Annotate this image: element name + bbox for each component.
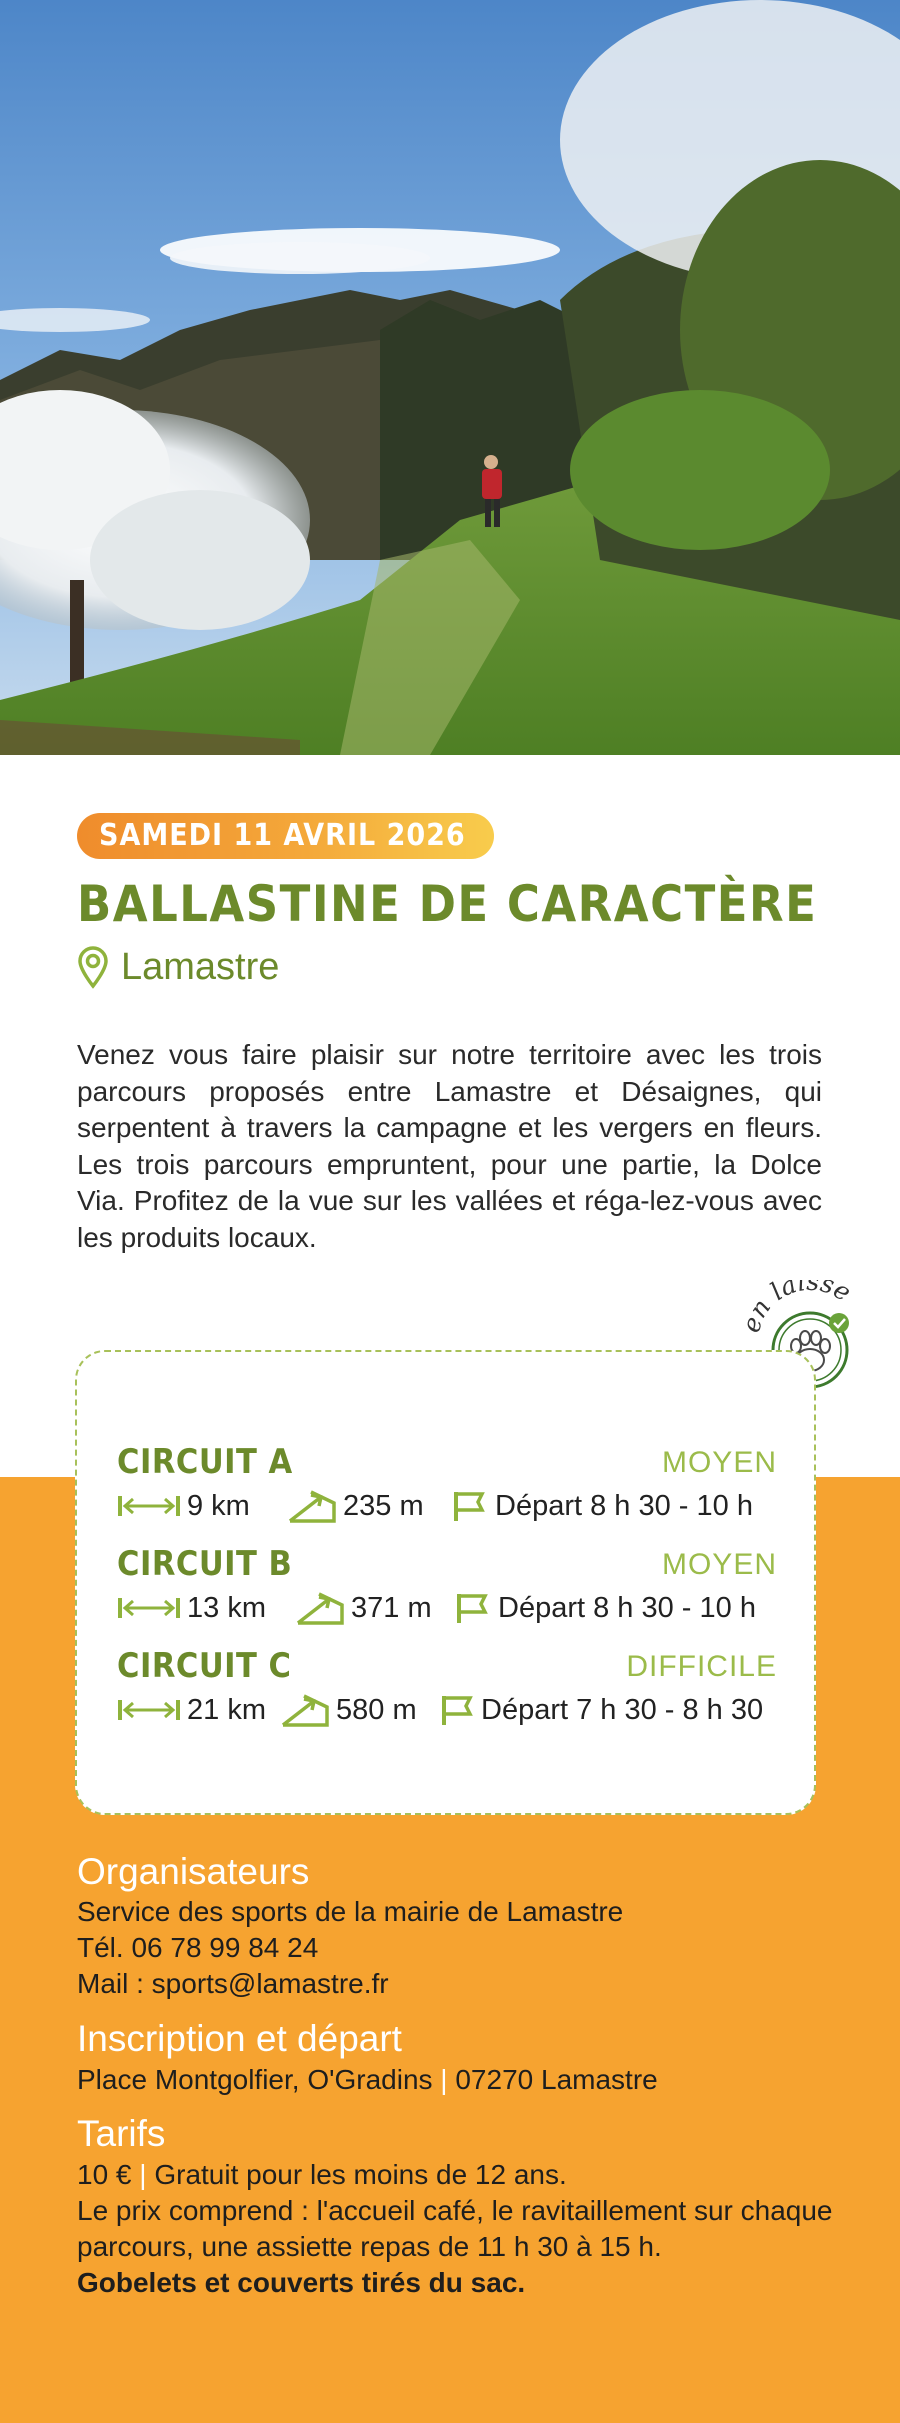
elevation: 580 m	[336, 1693, 417, 1726]
circuit-a	[117, 1440, 777, 1528]
start-time: Départ 8 h 30 - 10 h	[495, 1489, 753, 1522]
organiser-mail: Mail : sports@lamastre.fr	[77, 1968, 389, 1999]
difficulty-level: MOYEN	[661, 1548, 777, 1581]
organisers-heading: Organisateurs	[77, 1851, 310, 1892]
start-time: Départ 8 h 30 - 10 h	[498, 1591, 756, 1624]
elevation: 371 m	[351, 1591, 432, 1624]
registration-info	[77, 2062, 837, 2098]
price-includes: Le prix comprend : l'accueil café, le ravitaillement sur chaque parcours, une assiette repas de 11 h 30 à 15 h.	[77, 2195, 833, 2262]
circuit-name: CIRCUIT A	[117, 1442, 293, 1482]
bring-own-note: Gobelets et couverts tirés du sac.	[77, 2267, 526, 2298]
location	[77, 942, 279, 992]
start-time: Départ 7 h 30 - 8 h 30	[481, 1693, 764, 1726]
flag-icon	[454, 1591, 490, 1625]
difficulty-level: MOYEN	[661, 1446, 777, 1479]
distance-icon	[117, 1697, 181, 1723]
price: 10 €	[77, 2159, 132, 2190]
distance-icon	[117, 1595, 181, 1621]
distance: 13 km	[187, 1591, 266, 1624]
circuit-name: CIRCUIT B	[117, 1544, 293, 1584]
date-badge: SAMEDI 11 AVRIL 2026	[77, 813, 494, 859]
organisers-info	[77, 1894, 837, 2002]
elevation-icon	[280, 1691, 330, 1729]
separator: |	[139, 2159, 147, 2190]
distance: 21 km	[187, 1693, 266, 1726]
organiser-phone: Tél. 06 78 99 84 24	[77, 1932, 319, 1963]
flag-icon	[451, 1489, 487, 1523]
circuits-card	[75, 1350, 816, 1815]
badge-label: n laisse	[743, 1280, 857, 1323]
flag-icon	[439, 1693, 475, 1727]
circuit-name: CIRCUIT C	[117, 1646, 292, 1686]
circuit-b	[117, 1542, 777, 1630]
prices-info	[77, 2157, 837, 2301]
registration-place: Place Montgolfier, O'Gradins	[77, 2064, 433, 2095]
event-title: BALLASTINE DE CARACTÈRE	[77, 875, 818, 933]
registration-heading: Inscription et départ	[77, 2018, 402, 2059]
elevation-icon	[295, 1589, 345, 1627]
circuit-c	[117, 1644, 777, 1732]
distance: 9 km	[187, 1489, 250, 1522]
separator: |	[440, 2064, 448, 2095]
distance-icon	[117, 1493, 181, 1519]
registration-postcode: 07270 Lamastre	[455, 2064, 658, 2095]
event-description: Venez vous faire plaisir sur notre territoire avec les trois parcours proposés entre Lamastre et Désaignes, qui serpentent à travers la campagne et les vergers en fleurs. Les trois parcours empruntent, pour une partie, la Dolce Via. Profitez de la vue sur les vallées et réga-lez-vous avec les produits locaux.	[77, 1039, 822, 1253]
hero-photo	[0, 0, 900, 755]
free-note: Gratuit pour les moins de 12 ans.	[154, 2159, 567, 2190]
difficulty-level: DIFFICILE	[626, 1650, 777, 1683]
elevation: 235 m	[343, 1489, 424, 1522]
organiser-name: Service des sports de la mairie de Lamastre	[77, 1896, 624, 1927]
location-name: Lamastre	[121, 945, 280, 988]
map-pin-icon	[77, 945, 109, 989]
prices-heading: Tarifs	[77, 2113, 166, 2154]
elevation-icon	[287, 1487, 337, 1525]
